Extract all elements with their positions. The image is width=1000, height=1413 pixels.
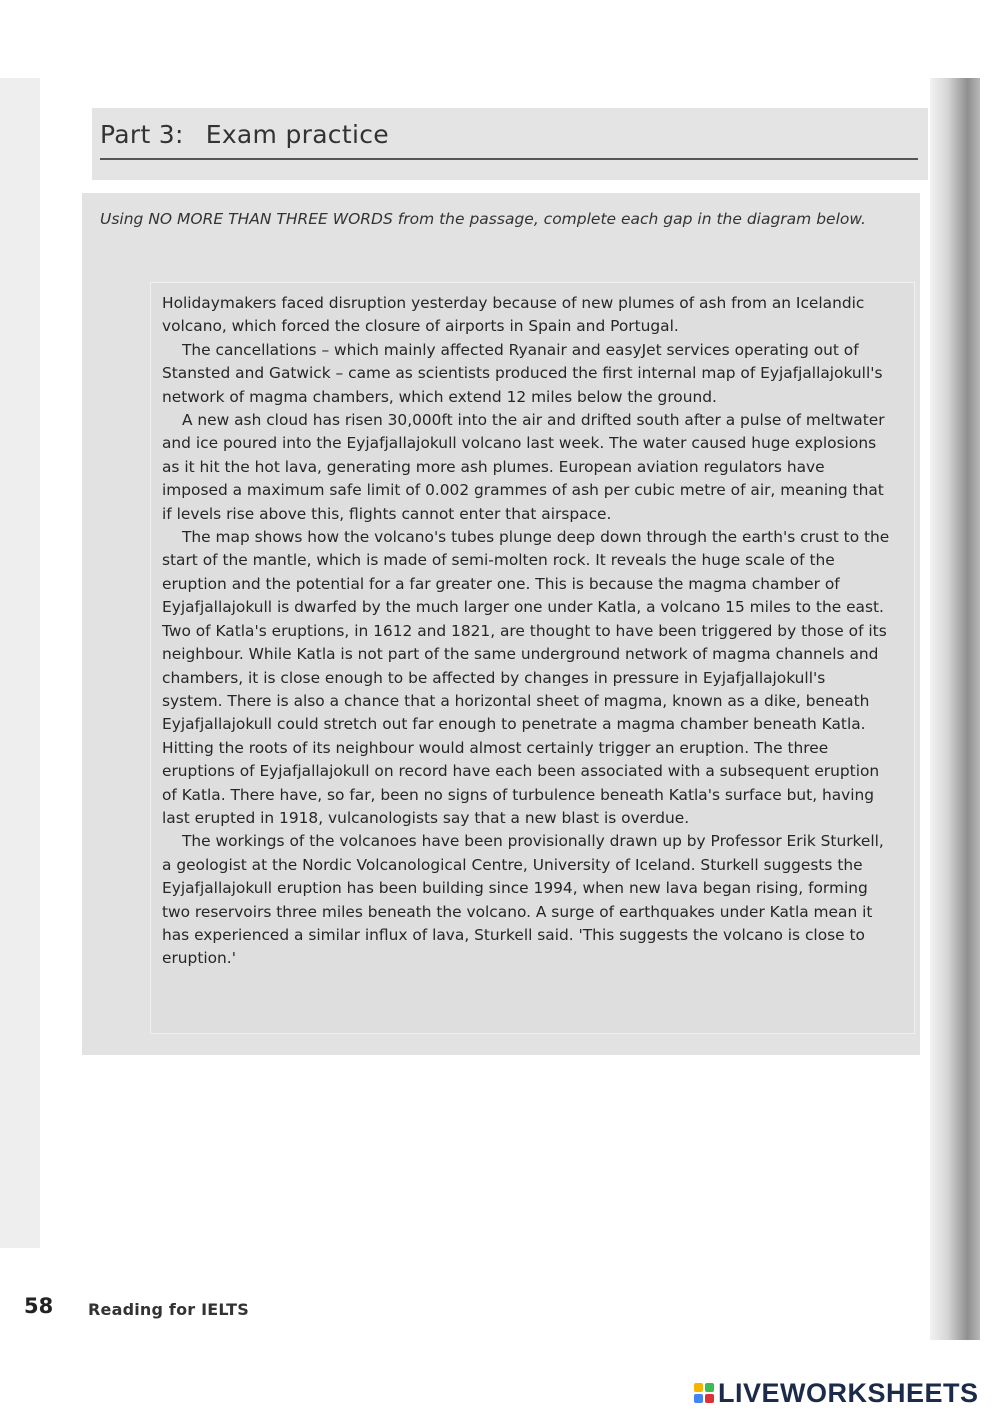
left-page-margin [0,78,40,1248]
part-label: Part 3: [100,120,184,149]
passage-paragraph-2: The cancellations – which mainly affected Ryanair and easyJet services operating out of Stansted and Gatwick – came as scientists produced the first internal map of Eyjafjallajokull's network of magma chambers, which extend 12 miles below the ground. [162,340,883,406]
task-instructions: Using NO MORE THAN THREE WORDS from the passage, complete each gap in the diagram below. [100,210,866,228]
page-title [100,120,389,149]
passage-paragraph-1: Holidaymakers faced disruption yesterday because of new plumes of ash from an Icelandic volcano, which forced the closure of airports in Spain and Portugal. [162,294,865,336]
liveworksheets-logo[interactable] [694,1377,979,1409]
liveworksheets-logo-text: LIVEWORKSHEETS [718,1377,979,1408]
passage-paragraph-4: The map shows how the volcano's tubes plunge deep down through the earth's crust to the start of the mantle, which is made of semi-molten rock. It reveals the huge scale of the eruption and the potential for a far greater one. This is because the magma chamber of Eyjafjallajokull is dwarfed by the much larger one under Katla, a volcano 15 miles to the east. Two of Katla's eruptions, in 1612 and 1821, are thought to have been triggered by those of its neighbour. While Katla is not part of the same underground network of magma channels and chambers, it is close enough to be affected by changes in pressure in Eyjafjallajokull's system. There is also a chance that a horizontal sheet of magma, known as a dike, beneath Eyjafjallajokull could stretch out far enough to penetrate a magma chamber beneath Katla. Hitting the roots of its neighbour would almost certainly trigger an eruption. The three eruptions of Eyjafjallajokull on record have each been associated with a subsequent eruption of Katla. There have, so far, been no signs of turbulence beneath Katla's surface but, having last erupted in 1918, vulcanologists say that a new blast is overdue. [162,528,890,827]
liveworksheets-logo-icon [694,1383,714,1403]
title-divider [100,158,918,160]
part-title: Exam practice [205,120,389,149]
reading-passage [162,292,890,971]
page-number: 58 [24,1294,54,1318]
book-spine-shadow [930,78,980,1340]
book-title: Reading for IELTS [88,1300,250,1319]
passage-paragraph-5: The workings of the volcanoes have been provisionally drawn up by Professor Erik Sturkell, a geologist at the Nordic Volcanological Centre, University of Iceland. Sturkell suggests the Eyjafjallajokull eruption has been building since 1994, when new lava began rising, forming two reservoirs three miles beneath the volcano. A surge of earthquakes under Katla mean it has experienced a similar influx of lava, Sturkell said. 'This suggests the volcano is close to eruption.' [162,832,884,968]
passage-paragraph-3: A new ash cloud has risen 30,000ft into the air and drifted south after a pulse of meltwater and ice poured into the Eyjafjallajokull volcano last week. The water caused huge explosions as it hit the hot lava, generating more ash plumes. European aviation regulators have imposed a maximum safe limit of 0.002 grammes of ash per cubic metre of air, meaning that if levels rise above this, flights cannot enter that airspace. [162,411,885,523]
